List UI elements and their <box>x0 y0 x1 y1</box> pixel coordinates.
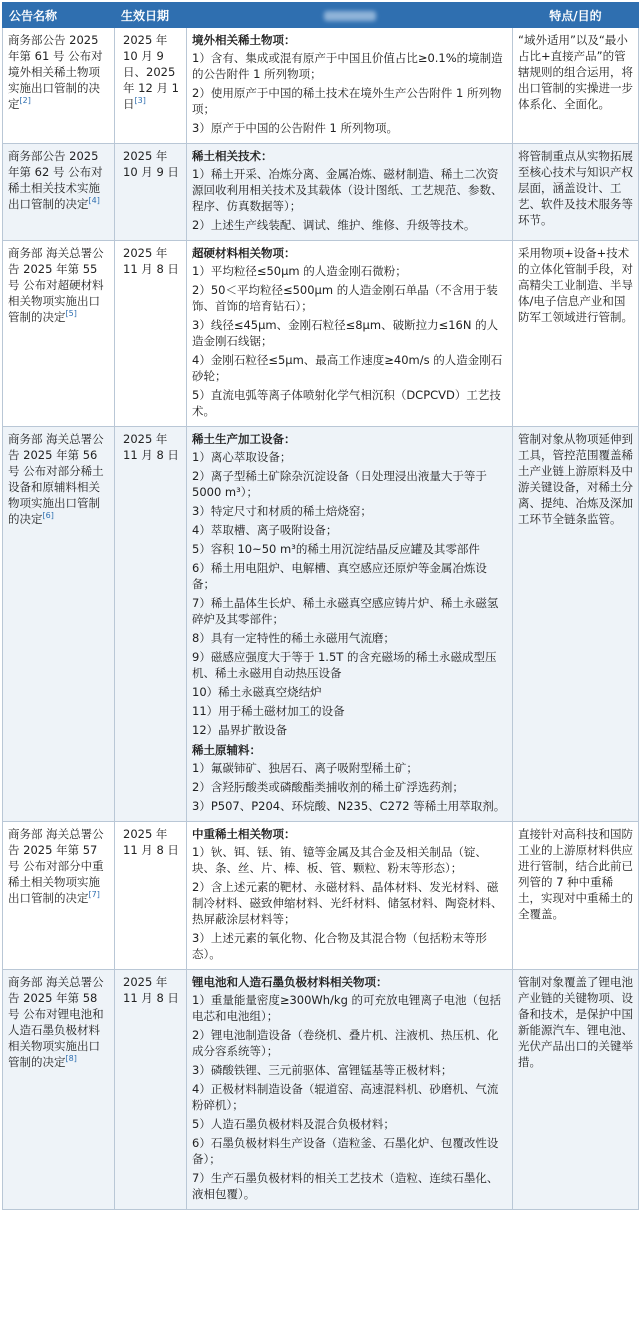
controlled-item: 12）晶界扩散设备 <box>192 723 288 737</box>
controlled-item: 3）原产于中国的公告附件 1 所列物项。 <box>192 121 398 135</box>
reference-link[interactable]: [2] <box>19 96 31 106</box>
effective-date: 2025 年 11 月 8 日 <box>123 827 179 857</box>
controlled-item: 5）人造石墨负极材料及混合负极材料； <box>192 1117 395 1131</box>
section-title: 稀土生产加工设备： <box>192 432 296 446</box>
controlled-item: 1）氟碳铈矿、独居石、离子吸附型稀土矿； <box>192 761 418 775</box>
effective-date: 2025 年 10 月 9 日、2025 年 12 月 1 日 <box>123 33 179 111</box>
controlled-item: 1）钬、铒、铥、铕、镱等金属及其合金及相关制品（锭、块、条、丝、片、棒、板、管、颗粒、粉末等形态）； <box>192 845 487 875</box>
controlled-item: 5）直流电弧等离子体喷射化学气相沉积（DCPCVD）工艺技术。 <box>192 388 501 418</box>
controlled-items-cell <box>187 241 513 427</box>
reference-link[interactable]: [4] <box>88 196 100 206</box>
features-text: 采用物项+设备+技术的立体化管制手段，对高精尖工业制造、半导体/电子信息产业和国防军工领域进行管制。 <box>518 246 633 324</box>
reference-link[interactable]: [3] <box>134 96 146 106</box>
table-row <box>3 970 639 1210</box>
table-row <box>3 28 639 144</box>
effective-date-cell <box>115 241 187 427</box>
controlled-items-cell <box>187 144 513 241</box>
section-title: 锂电池和人造石墨负极材料相关物项： <box>192 975 388 989</box>
controlled-items-cell <box>187 822 513 970</box>
reference-link[interactable]: [8] <box>65 1054 77 1064</box>
controlled-item: 1）平均粒径≤50μm 的人造金刚石微粉； <box>192 264 407 278</box>
table-row <box>3 427 639 822</box>
features-cell <box>513 427 639 822</box>
controlled-item: 4）正极材料制造设备（辊道窑、高速混料机、砂磨机、气流粉碎机）； <box>192 1082 499 1112</box>
reference-link[interactable]: [6] <box>42 511 54 521</box>
header-announcement-name: 公告名称 <box>3 3 115 28</box>
controlled-item: 9）磁感应强度大于等于 1.5T 的含充磁场的稀土永磁成型压机、稀土永磁用自动热压设备 <box>192 650 497 680</box>
header-effective-date: 生效日期 <box>115 3 187 28</box>
effective-date: 2025 年 10 月 9 日 <box>123 149 179 179</box>
controlled-item: 7）生产石墨负极材料的相关工艺技术（造粒、连续石墨化、液相包覆）。 <box>192 1171 499 1201</box>
announcement-name: 商务部 海关总署公告 2025 年第 57 号 公布对部分中重稀土相关物项实施出口管制的决定 <box>8 827 104 905</box>
controlled-item: 2）上述生产线装配、调试、维护、维修、升级等技术。 <box>192 218 476 232</box>
features-text: “域外适用”以及“最小占比+直接产品”的管辖规则的组合运用，将出口管制的实操进一步体系化、全面化。 <box>518 33 633 111</box>
reference-link[interactable]: [7] <box>88 890 100 900</box>
section-title: 稀土相关技术： <box>192 149 273 163</box>
features-text: 将管制重点从实物拓展至核心技术与知识产权层面，涵盖设计、工艺、软件及技术服务等环节。 <box>518 149 633 227</box>
table-row <box>3 822 639 970</box>
controlled-item: 3）特定尺寸和材质的稀土焙烧窑； <box>192 504 372 518</box>
announcement-name: 商务部公告 2025 年第 61 号 公布对境外相关稀土物项实施出口管制的决定 <box>8 33 103 111</box>
controlled-item: 11）用于稀土磁材加工的设备 <box>192 704 345 718</box>
features-text: 管制对象覆盖了锂电池产业链的关键物项、设备和技术，是保护中国新能源汽车、锂电池、光伏产品出口的关键举措。 <box>518 975 633 1069</box>
announcement-name-cell <box>3 427 115 822</box>
section-title: 稀土原辅料： <box>192 743 261 757</box>
effective-date: 2025 年 11 月 8 日 <box>123 246 179 276</box>
controlled-item: 1）重量能量密度≥300Wh/kg 的可充放电锂离子电池（包括电芯和电池组）； <box>192 993 502 1023</box>
controlled-item: 6）石墨负极材料生产设备（造粒釜、石墨化炉、包覆改性设备）； <box>192 1136 499 1166</box>
controlled-item: 3）P507、P204、环烷酸、N235、C272 等稀土用萃取剂。 <box>192 799 506 813</box>
header-scope <box>187 3 513 28</box>
effective-date-cell <box>115 144 187 241</box>
controlled-item: 2）50＜平均粒径≤500μm 的人造金刚石单晶（不含用于装饰、首饰的培育钻石）； <box>192 283 498 313</box>
effective-date-cell <box>115 822 187 970</box>
controlled-item: 2）含上述元素的靶材、永磁材料、晶体材料、发光材料、磁制冷材料、磁致伸缩材料、光纤材料、储氢材料、陶瓷材料、热屏蔽涂层材料等； <box>192 880 503 926</box>
controlled-item: 2）含羟肟酸类或磷酸酯类捕收剂的稀土矿浮选药剂； <box>192 780 464 794</box>
effective-date: 2025 年 11 月 8 日 <box>123 975 179 1005</box>
controlled-items-cell <box>187 970 513 1210</box>
controlled-item: 10）稀土永磁真空烧结炉 <box>192 685 322 699</box>
announcement-name: 商务部 海关总署公告 2025 年第 56 号 公布对部分稀土设备和原辅料相关物项实施出口管制的决定 <box>8 432 104 526</box>
announcement-name-cell <box>3 144 115 241</box>
controlled-item: 1）离心萃取设备； <box>192 450 292 464</box>
controlled-item: 4）金刚石粒径≤5μm、最高工作速度≥40m/s 的人造金刚石砂轮； <box>192 353 503 383</box>
controlled-item: 1）稀土开采、冶炼分离、金属冶炼、磁材制造、稀土二次资源回收利用相关技术及其载体（设计图纸、工艺规范、参数、程序、仿真数据等）； <box>192 167 503 213</box>
controlled-item: 2）锂电池制造设备（卷绕机、叠片机、注液机、热压机、化成分容系统等）； <box>192 1028 499 1058</box>
controlled-items-cell <box>187 427 513 822</box>
table-header-row <box>3 3 639 28</box>
section-title: 超硬材料相关物项： <box>192 246 296 260</box>
controlled-item: 7）稀土晶体生长炉、稀土永磁真空感应铸片炉、稀土永磁氢碎炉及其零部件； <box>192 596 499 626</box>
controlled-item: 2）使用原产于中国的稀土技术在境外生产公告附件 1 所列物项； <box>192 86 502 116</box>
controlled-item: 6）稀土用电阻炉、电解槽、真空感应还原炉等金属冶炼设备； <box>192 561 487 591</box>
effective-date-cell <box>115 427 187 822</box>
table-row <box>3 144 639 241</box>
controlled-item: 1）含有、集成或混有原产于中国且价值占比≥0.1%的境制造的公告附件 1 所列物项； <box>192 51 503 81</box>
announcement-name: 商务部 海关总署公告 2025 年第 58 号 公布对锂电池和人造石墨负极材料相关物项实施出口管制的决定 <box>8 975 104 1069</box>
table-body <box>3 28 639 1210</box>
announcement-name-cell <box>3 970 115 1210</box>
blurred-header-text <box>324 11 376 21</box>
features-cell <box>513 28 639 144</box>
controlled-item: 5）容积 10~50 m³的稀土用沉淀结晶反应罐及其零部件 <box>192 542 480 556</box>
controlled-item: 3）磷酸铁锂、三元前驱体、富锂锰基等正极材料； <box>192 1063 453 1077</box>
features-cell <box>513 822 639 970</box>
controlled-item: 3）上述元素的氧化物、化合物及其混合物（包括粉末等形态）。 <box>192 931 487 961</box>
export-control-table <box>2 2 639 1210</box>
features-text: 管制对象从物项延伸到工具，管控范围覆盖稀土产业链上游原料及中游关键设备，对稀土分离、提纯、冶炼及深加工环节全链条监管。 <box>518 432 633 526</box>
announcement-name-cell <box>3 822 115 970</box>
features-text: 直接针对高科技和国防工业的上游原材料供应进行管制，结合此前已列管的 7 种中重稀土，实现对中重稀土的全覆盖。 <box>518 827 633 921</box>
controlled-items-cell <box>187 28 513 144</box>
features-cell <box>513 970 639 1210</box>
controlled-item: 4）萃取槽、离子吸附设备； <box>192 523 338 537</box>
header-features: 特点/目的 <box>513 3 639 28</box>
reference-link[interactable]: [5] <box>65 309 77 319</box>
table-row <box>3 241 639 427</box>
features-cell <box>513 144 639 241</box>
controlled-item: 8）具有一定特性的稀土永磁用气流磨； <box>192 631 395 645</box>
effective-date: 2025 年 11 月 8 日 <box>123 432 179 462</box>
announcement-name: 商务部 海关总署公告 2025 年第 55 号 公布对超硬材料相关物项实施出口管制的决定 <box>8 246 104 324</box>
effective-date-cell <box>115 970 187 1210</box>
section-title: 境外相关稀土物项： <box>192 33 296 47</box>
announcement-name-cell <box>3 28 115 144</box>
announcement-name-cell <box>3 241 115 427</box>
section-title: 中重稀土相关物项： <box>192 827 296 841</box>
effective-date-cell <box>115 28 187 144</box>
controlled-item: 2）离子型稀土矿除杂沉淀设备（日处理浸出液量大于等于 5000 m³）； <box>192 469 487 499</box>
features-cell <box>513 241 639 427</box>
controlled-item: 3）线径≤45μm、金刚石粒径≤8μm、破断拉力≤16N 的人造金刚石线锯； <box>192 318 499 348</box>
announcement-name: 商务部公告 2025 年第 62 号 公布对稀土相关技术实施出口管制的决定 <box>8 149 103 211</box>
